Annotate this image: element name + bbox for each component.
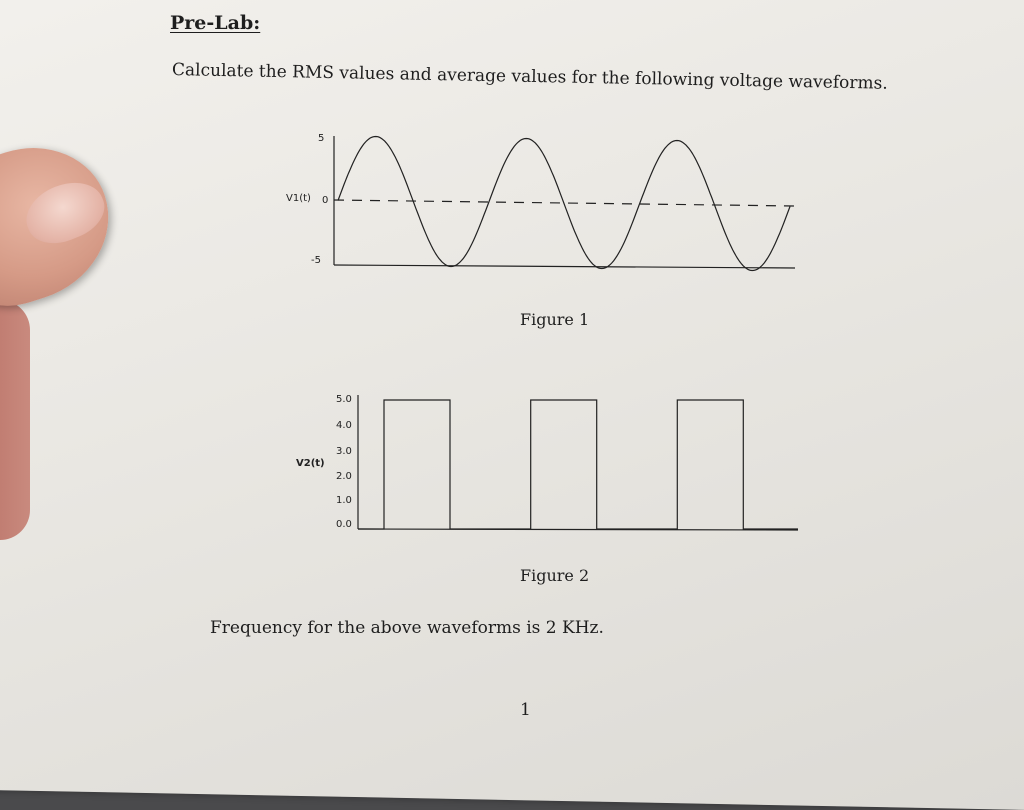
figure-1-caption: Figure 1 xyxy=(520,310,590,329)
fig2-tick-3: 2.0 xyxy=(336,471,352,482)
fig2-tick-0: 5.0 xyxy=(336,394,352,405)
fig2-tick-1: 4.0 xyxy=(336,420,352,431)
fig2-y-label: V2(t) xyxy=(296,458,325,469)
page-number: 1 xyxy=(520,700,531,720)
fig2-tick-4: 1.0 xyxy=(336,495,352,506)
fig1-tick-max: 5 xyxy=(318,133,325,144)
fig2-tick-5: 0.0 xyxy=(336,519,352,530)
fig1-tick-min: -5 xyxy=(311,255,321,266)
instruction-text: Calculate the RMS values and average values for the following voltage waveforms. xyxy=(171,60,888,94)
frequency-note: Frequency for the above waveforms is 2 KHz. xyxy=(210,618,604,638)
fig2-x-axis xyxy=(358,529,798,530)
fig1-y-label: V1(t) xyxy=(286,193,311,204)
fig2-pulse-series xyxy=(358,400,798,529)
page-heading: Pre-Lab: xyxy=(170,12,261,34)
fig2-tick-2: 3.0 xyxy=(336,446,352,457)
figure-2-caption: Figure 2 xyxy=(520,566,590,585)
fig1-tick-zero: 0 xyxy=(322,195,329,206)
